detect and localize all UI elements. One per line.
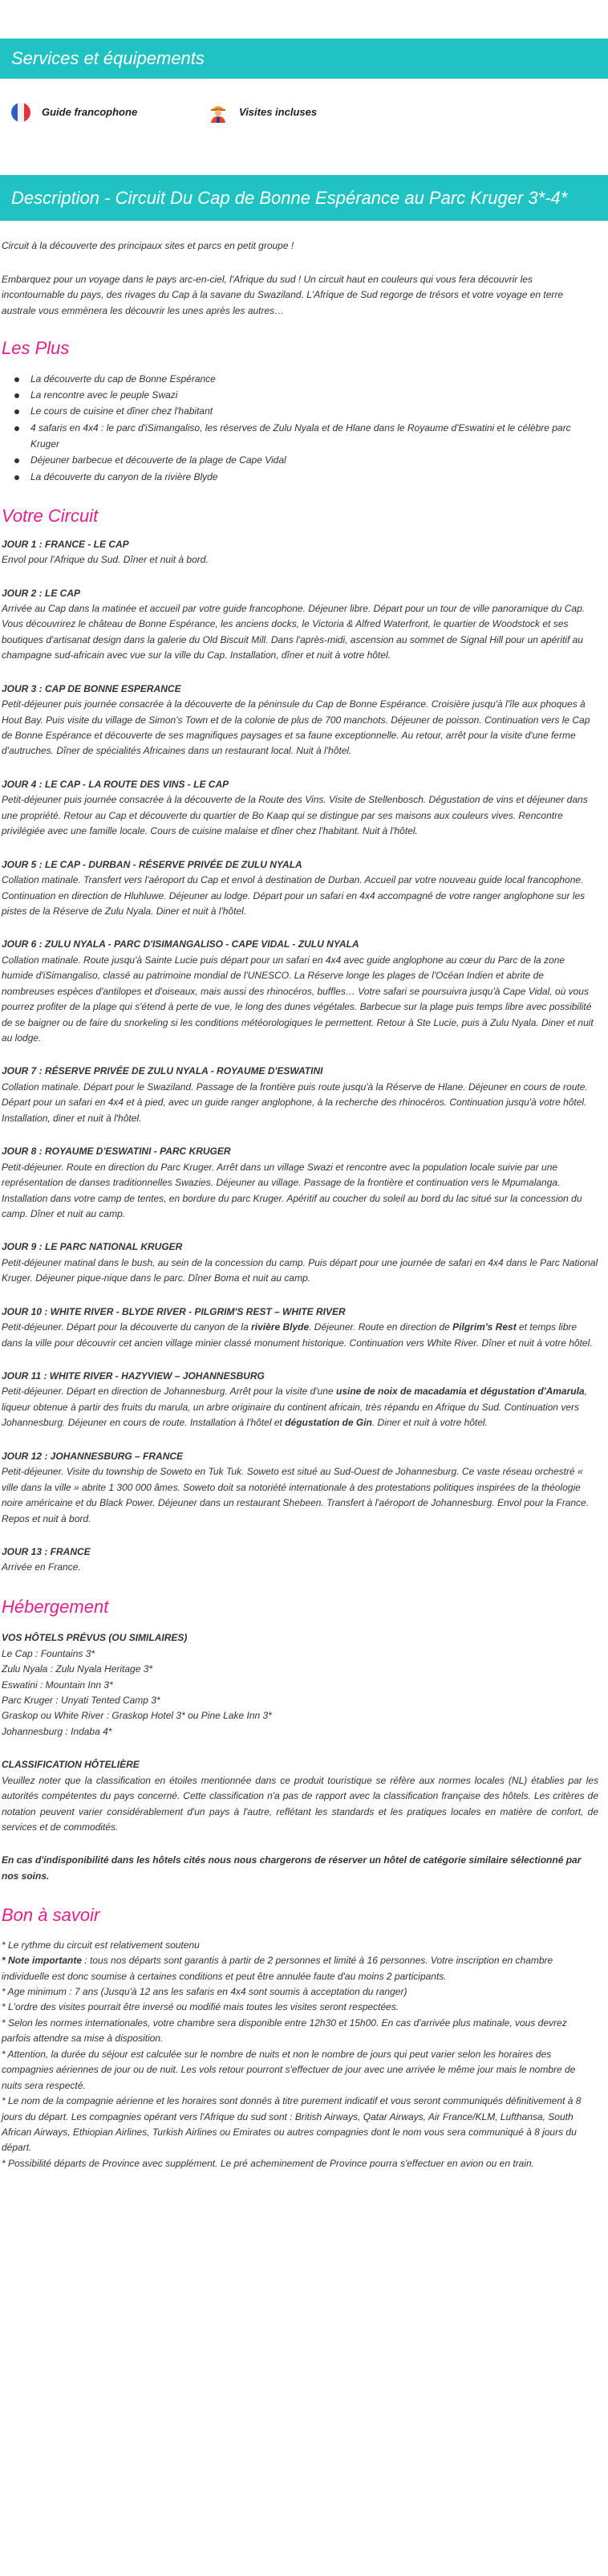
page xyxy=(0,39,608,2171)
classification-heading: CLASSIFICATION HÔTELIÈRE xyxy=(2,1759,140,1771)
day-title: JOUR 8 : ROYAUME D'ESWATINI - PARC KRUGER xyxy=(2,1146,231,1158)
day-text-part: Petit-déjeuner. Départ pour la découverte du canyon de la xyxy=(2,1321,252,1333)
good-to-know-heading: Bon à savoir xyxy=(2,1905,100,1926)
main-content xyxy=(0,238,608,2171)
hotel-line: Zulu Nyala : Zulu Nyala Heritage 3* xyxy=(2,1663,153,1675)
day-text-bold: rivière Blyde xyxy=(251,1321,310,1333)
itinerary-day xyxy=(2,1449,598,1527)
day-title: JOUR 4 : LE CAP - LA ROUTE DES VINS - LE CAP xyxy=(2,778,229,790)
day-title: JOUR 9 : LE PARC NATIONAL KRUGER xyxy=(2,1241,183,1253)
day-text: Petit-déjeuner puis journée consacrée à la découverte de la péninsule du Cap de Bonne Espérance. Croisière jusqu'à l'île aux phoques à Hout Bay. Puis visite du village de Simon's Town et de la colonie de plus de 700 manchots. Déjeuner de poisson. Continuation vers le Cap de Bonne Espérance et découverte de ses magnifiques paysages et sa faune exceptionnelle. Au retour, arrêt pour la visite d'une ferme d'autruches. Dîner de spécialités Africaines dans un restaurant local. Nuit à l'hôtel. xyxy=(2,698,590,757)
day-text xyxy=(2,1386,587,1428)
day-title: JOUR 6 : ZULU NYALA - PARC D'ISIMANGALISO - CAPE VIDAL - ZULU NYALA xyxy=(2,938,359,950)
hotel-line: Johannesburg : Indaba 4* xyxy=(2,1725,112,1737)
note-line: * Le rythme du circuit est relativement soutenu xyxy=(2,1939,200,1951)
day-text: Petit-déjeuner. Route en direction du Parc Kruger. Arrêt dans un village Swazi et rencontre avec la population locale suivie par une représentation de danses traditionnelles Swazies. Déjeuner au village. Passage de la frontière et continuation vers le Mpumalanga. Installation dans votre camp de tentes, en bordure du parc Kruger. Apéritif au coucher du soleil au bord du lac situé sur la concession du camp. Dîner et nuit au camp. xyxy=(2,1161,582,1219)
hotel-line: Graskop ou White River : Graskop Hotel 3* ou Pine Lake Inn 3* xyxy=(2,1710,272,1722)
itinerary-day xyxy=(2,537,598,568)
list-item: 4 safaris en 4x4 : le parc d'iSimangaliso, les réserves de Zulu Nyala et de Hlane dans le Royaume d'Eswatini et le célèbre parc Kruger xyxy=(30,420,598,453)
itinerary-heading: Votre Circuit xyxy=(2,506,99,527)
itinerary-day xyxy=(2,1144,598,1222)
note-line: * Le nom de la compagnie aérienne et les horaires sont donnés à titre purement indicatif et vous seront communiqués définitivement à 8 jours du départ. Les compagnies opérant vers l'Afrique du sud sont : British Airways, Qatar Airways, Air France/KLM, Lufthansa, South African Airways, Ethiopian Airlines, Turkish Airlines ou Emirates ou autres compagnies dont le nom vous sera communiqué à 8 jours du départ. xyxy=(2,2095,582,2154)
highlights-list xyxy=(2,371,598,486)
itinerary-day xyxy=(2,857,598,920)
day-title: JOUR 12 : JOHANNESBURG – FRANCE xyxy=(2,1450,184,1462)
day-text: Arrivée en France. xyxy=(2,1561,81,1573)
note-line: * Possibilité départs de Province avec supplément. Le pré acheminement de Province pourra s'effectuer en avion ou en train. xyxy=(2,2157,535,2169)
itinerary-day xyxy=(2,777,598,840)
hotel-line: Eswatini : Mountain Inn 3* xyxy=(2,1679,113,1691)
hotels-heading: VOS HÔTELS PRÉVUS (OU SIMILAIRES) xyxy=(2,1632,188,1644)
note-bold: * Note importante xyxy=(2,1955,83,1967)
day-text-part: . Diner et nuit à votre hôtel. xyxy=(371,1417,488,1429)
service-guide xyxy=(10,101,207,124)
day-text: Collation matinale. Route jusqu'à Sainte Lucie puis départ pour un safari en 4x4 avec guide anglophone au cœur du Parc de la zone humide d'iSimangaliso, classé au patrimoine mondial de l'UNESCO. La Réserve longe les plages de l'Océan Indien et abrite de nombreuses espèces d'antilopes et d'oiseaux, mais aussi des rhinocéros, buffles… Votre safari se poursuivra jusqu'à Cape Vidal, où vous pourrez profiter de la plage qui s'étend à perte de vue, le long des dunes végétales. Barbecue sur la plage puis temps libre avec possibilité de se baigner ou de faire du snorkeling si les conditions météorologiques le permettent. Retour à Ste Lucie, puis à Zulu Nyala. Diner et nuit au lodge. xyxy=(2,954,594,1044)
good-to-know-list xyxy=(2,1938,598,2172)
note-line: * L'ordre des visites pourrait être inversé ou modifié mais toutes les visites seront respectées. xyxy=(2,2001,399,2013)
itinerary-day xyxy=(2,586,598,664)
day-text-part: Petit-déjeuner. Départ en direction de Johannesburg. Arrêt pour la visite d'une xyxy=(2,1386,336,1398)
accommodation-heading: Hébergement xyxy=(2,1596,109,1617)
itinerary-day xyxy=(2,1304,598,1351)
itinerary-day xyxy=(2,1064,598,1126)
day-title: JOUR 1 : FRANCE - LE CAP xyxy=(2,538,129,550)
description-heading: Description - Circuit Du Cap de Bonne Espérance au Parc Kruger 3*-4* xyxy=(0,175,608,222)
list-item: La rencontre avec le peuple Swazi xyxy=(30,387,598,403)
note-line: * Attention, la durée du séjour est calculée sur le nombre de nuits et non le nombre de jours qui peut varier selon les horaires des compagnies aériennes de jour ou de nuit. Les vols retour pourront s'effectuer de jour avec une arrivée le même jour mais le nombre de nuits sera respecté. xyxy=(2,2048,576,2091)
day-text: Collation matinale. Transfert vers l'aéroport du Cap et envol à destination de Durban. Accueil par votre nouveau guide local francophone. Continuation en direction de Hluhluwe. Déjeuner au lodge. Départ pour un safari en 4x4 accompagné de votre ranger anglophone sur les pistes de la Réserve de Zulu Nyala. Diner et nuit à l'hôtel. xyxy=(2,874,586,917)
service-label: Guide francophone xyxy=(42,106,138,119)
hotel-line: Le Cap : Fountains 3* xyxy=(2,1647,95,1659)
day-text xyxy=(2,1321,593,1348)
itinerary-day xyxy=(2,682,598,759)
guide-person-icon xyxy=(207,101,229,124)
french-flag-icon xyxy=(10,101,32,124)
hotel-classification xyxy=(2,1757,598,1835)
day-text: Envol pour l'Afrique du Sud. Dîner et nuit à bord. xyxy=(2,554,209,566)
day-text: Arrivée au Cap dans la matinée et accueil par votre guide francophone. Déjeuner libre. Départ pour un tour de ville panoramique du Cap. Vous découvrirez le château de Bonne Espérance, les anciens docks, le Victoria & Alfred Waterfront, le quartier de Woodstock et ses boutiques d'artisanat design dans la galerie du Old Biscuit Mill. Dans l'après-midi, ascension au sommet de Signal Hill pour un apéritif au champagne sud-africain avec vue sur la ville du Cap. Installation, dîner et nuit à votre hôtel. xyxy=(2,602,586,661)
services-heading: Services et équipements xyxy=(0,39,608,79)
day-text: Collation matinale. Départ pour le Swaziland. Passage de la frontière puis route jusqu'à la Réserve de Hlane. Déjeuner en cours de route. Départ pour un safari en 4x4 et à pied, avec un guide ranger anglophone, à la recherche des rhinocéros. Continuation jusqu'à votre hôtel. Installation, diner et nuit à l'hôtel. xyxy=(2,1080,588,1124)
day-text: Petit-déjeuner. Visite du township de Soweto en Tuk Tuk. Soweto est situé au Sud-Ouest de Johannesburg. Ce vaste réseau orchestré « ville dans la ville » abrite 1 300 000 âmes. Soweto doit sa notoriété internationale à des protestations politiques inspirées de la théologie noire américaine et du Black Power. Déjeuner dans un restaurant Shebeen. Transfert à l'aéroport de Johannesburg. Envol pour la France. Repos et nuit à bord. xyxy=(2,1466,590,1524)
itinerary-day xyxy=(2,1369,598,1431)
intro-paragraph: Embarquez pour un voyage dans le pays arc-en-ciel, l'Afrique du sud ! Un circuit haut en couleurs qui vous fera découvrir les incontournable du pays, des rivages du Cap à la savane du Swaziland. L'Afrique de Sud regorge de trésors et votre voyage en terre australe vous emmènera les découvrir les unes après les autres… xyxy=(2,273,564,316)
list-item: Le cours de cuisine et dîner chez l'habitant xyxy=(30,403,598,419)
list-item: Déjeuner barbecue et découverte de la plage de Cape Vidal xyxy=(30,452,598,468)
list-item: La découverte du cap de Bonne Espérance xyxy=(30,371,598,387)
note-line xyxy=(2,1953,598,1984)
classification-text: Veuillez noter que la classification en étoiles mentionnée dans ce produit touristique se réfère aux normes locales (NL) établies par les autorités compétentes du pays concerné. Cette classification n'a pas de rapport avec la classification française des hôtels. Les critères de notation peuvent varier considérablement d'un pays à l'autre, reflétant les standards et les pratiques locales en matière de confort, de services et de commodités. xyxy=(2,1774,598,1833)
hotel-line: Parc Kruger : Unyati Tented Camp 3* xyxy=(2,1694,160,1706)
day-title: JOUR 7 : RÉSERVE PRIVÉE DE ZULU NYALA - ROYAUME D'ESWATINI xyxy=(2,1065,323,1077)
service-label: Visites incluses xyxy=(239,106,318,119)
hotels-list xyxy=(2,1646,598,1740)
included-services xyxy=(0,79,608,130)
day-title: JOUR 13 : FRANCE xyxy=(2,1545,91,1557)
day-title: JOUR 11 : WHITE RIVER - HAZYVIEW – JOHANNESBURG xyxy=(2,1370,265,1382)
day-text-bold: Pilgrim's Rest xyxy=(452,1321,517,1333)
day-text-bold: dégustation de Gin xyxy=(285,1417,372,1429)
itinerary-day xyxy=(2,1544,598,1576)
note-line: * Selon les normes internationales, votre chambre sera disponible entre 12h30 et 15h00. En cas d'arrivée plus matinale, vous devrez parfois attendre sa mise à disposition. xyxy=(2,2016,567,2045)
day-text-part: , liqueur obtenue à partir des fruits du marula, un arbre originaire du continent africain, très répandu en Afrique du Sud. Continuation vers Johannesburg. Déjeuner en cours de route. Installation à l'hôtel et xyxy=(2,1386,587,1429)
itinerary-day xyxy=(2,937,598,1046)
note-line: * Age minimum : 7 ans (Jusqu'à 12 ans les safaris en 4x4 sont soumis à acceptation du ranger) xyxy=(2,1986,407,1998)
highlights-heading: Les Plus xyxy=(2,338,70,359)
day-text: Petit-déjeuner puis journée consacrée à la découverte de la Route des Vins. Visite de Stellenbosch. Dégustation de vins et déjeuner dans une propriété. Retour au Cap et découverte du quartier de Bo Kaap qui se distingue par ses maisons aux couleurs vives. Rencontre privilégiée avec une famille locale. Cours de cuisine malaise et dîner chez l'habitant. Nuit à l'hôtel. xyxy=(2,794,588,837)
day-title: JOUR 10 : WHITE RIVER - BLYDE RIVER - PILGRIM'S REST – WHITE RIVER xyxy=(2,1305,346,1317)
day-text: Petit-déjeuner matinal dans le bush, au sein de la concession du camp. Puis départ pour une journée de safari en 4x4 dans le Parc National Kruger. Déjeuner pique-nique dans le parc. Dîner Boma et nuit au camp. xyxy=(2,1256,598,1284)
day-text-part: et temps libre dans la ville pour découvrir cet ancien village minier classé monument historique. Continuation vers White River. Dîner et nuit à votre hôtel. xyxy=(2,1321,593,1349)
availability-note: En cas d'indisponibilité dans les hôtels cités nous nous chargerons de réserver un hôtel de catégorie similaire sélectionné par nos soins. xyxy=(2,1854,582,1882)
day-text-bold: usine de noix de macadamia et dégustation d'Amarula xyxy=(335,1386,585,1398)
intro-tagline: Circuit à la découverte des principaux sites et parcs en petit groupe ! xyxy=(2,240,294,252)
service-visits xyxy=(207,101,404,124)
note-text: : tous nos départs sont garantis à partir de 2 personnes et limité à 16 personnes. Votre inscription en chambre individuelle est donc soumise à certaines conditions et peut être annulée faute d'au moins 2 participants. xyxy=(2,1955,553,1982)
list-item: La découverte du canyon de la rivière Blyde xyxy=(30,469,598,485)
day-text-part: . Déjeuner. Route en direction de xyxy=(309,1321,453,1333)
day-title: JOUR 3 : CAP DE BONNE ESPERANCE xyxy=(2,682,181,694)
itinerary-day xyxy=(2,1239,598,1286)
day-title: JOUR 5 : LE CAP - DURBAN - RÉSERVE PRIVÉE DE ZULU NYALA xyxy=(2,858,302,870)
day-title: JOUR 2 : LE CAP xyxy=(2,587,81,599)
